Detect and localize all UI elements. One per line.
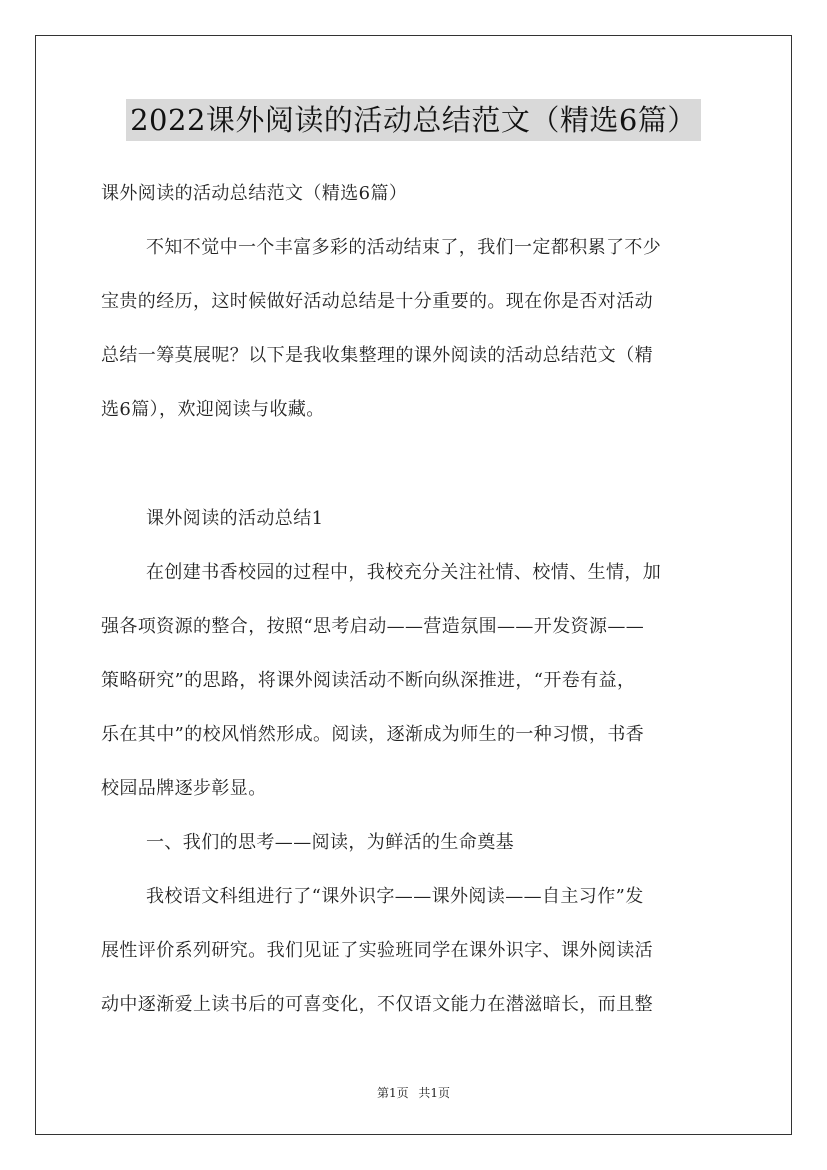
- paragraph-line: 策略研究”的思路，将课外阅读活动不断向纵深推进，“开卷有益，: [101, 670, 636, 691]
- paragraph-line: 在创建书香校园的过程中，我校充分关注社情、校情、生情，加: [146, 562, 662, 583]
- intro-line: 宝贵的经历，这时候做好活动总结是十分重要的。现在你是否对活动: [101, 291, 653, 312]
- paragraph-line: 动中逐渐爱上读书后的可喜变化，不仅语文能力在潜滋暗长，而且整: [101, 994, 653, 1015]
- document-title: 2022课外阅读的活动总结范文（精选6篇）: [126, 99, 701, 141]
- page-number: 第1页: [376, 1086, 409, 1100]
- paragraph-line: 强各项资源的整合，按照“思考启动——营造氛围——开发资源——: [101, 616, 645, 637]
- intro-line: 选6篇），欢迎阅读与收藏。: [101, 399, 325, 420]
- intro-line: 总结一筹莫展呢？以下是我收集整理的课外阅读的活动总结范文（精: [101, 345, 653, 366]
- page-total: 共1页: [418, 1086, 451, 1100]
- paragraph-line: 展性评价系列研究。我们见证了实验班同学在课外识字、课外阅读活: [101, 940, 653, 961]
- page-footer: [0, 1085, 827, 1101]
- section-heading: 课外阅读的活动总结1: [146, 508, 324, 529]
- paragraph-line: 我校语文科组进行了“课外识字——课外阅读——自主习作”发: [146, 886, 644, 907]
- paragraph-line: 乐在其中”的校风悄然形成。阅读，逐渐成为师生的一种习惯，书香: [101, 724, 645, 745]
- document-subtitle: 课外阅读的活动总结范文（精选6篇）: [101, 183, 408, 204]
- paragraph-line: 校园品牌逐步彰显。: [101, 778, 267, 799]
- title-block: [0, 99, 827, 141]
- sub-heading: 一、我们的思考——阅读，为鲜活的生命奠基: [146, 832, 514, 853]
- intro-line: 不知不觉中一个丰富多彩的活动结束了，我们一定都积累了不少: [146, 237, 662, 258]
